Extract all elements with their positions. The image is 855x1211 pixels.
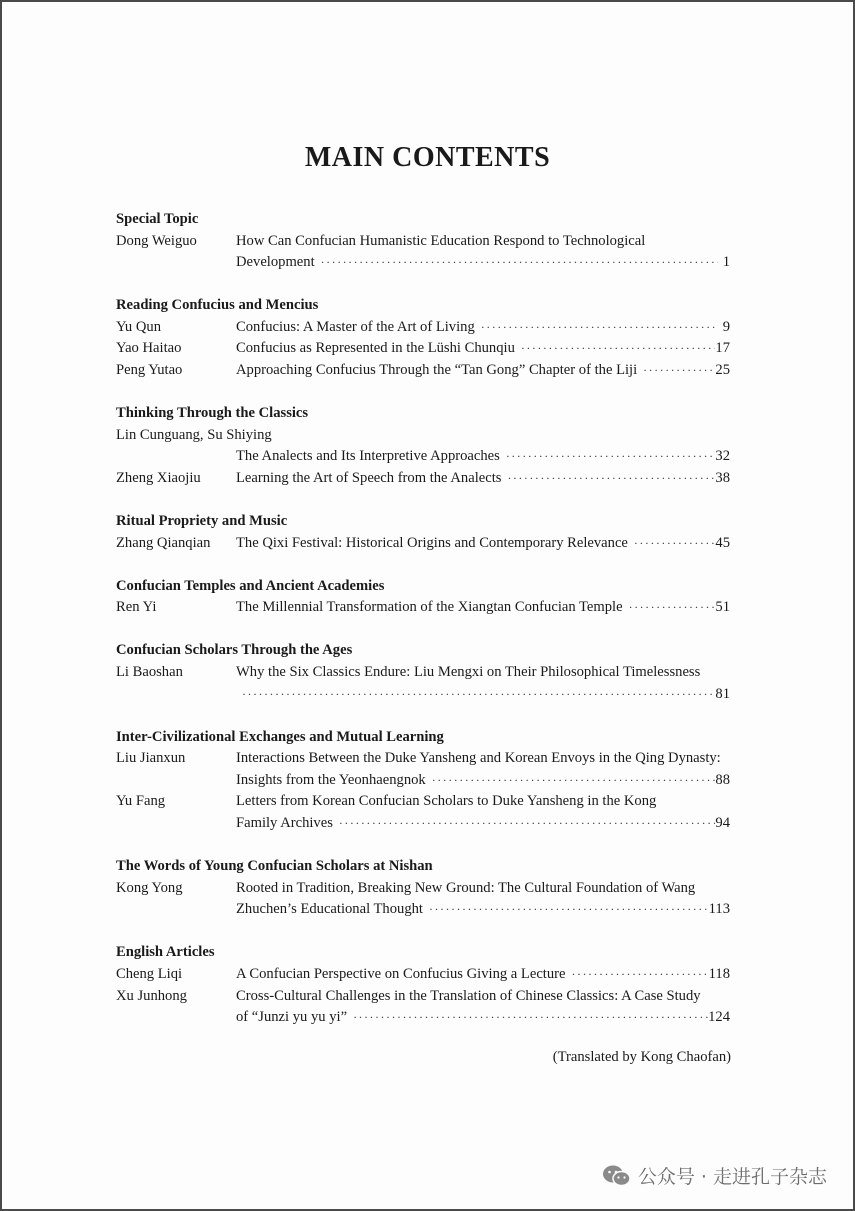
toc-section <box>116 727 730 835</box>
leader-dots <box>236 684 715 706</box>
entry-title: How Can Confucian Humanistic Education Respond to Technological <box>236 232 646 249</box>
leader-dots <box>623 597 716 619</box>
entry-page-number: 25 <box>715 362 730 379</box>
entry-title: Confucius as Represented in the Lüshi Chunqiu <box>236 340 515 357</box>
entry-title-continued: Insights from the Yeonhaengnok <box>236 771 426 788</box>
entry-title: A Confucian Perspective on Confucius Giving a Lecture <box>236 966 566 983</box>
entry-author: Lin Cunguang, Su Shiying <box>116 426 272 443</box>
toc-section <box>116 856 730 921</box>
entry-title: Interactions Between the Duke Yansheng and Korean Envoys in the Qing Dynasty: <box>236 750 721 767</box>
leader-dots <box>566 964 709 986</box>
entry-author: Zheng Xiaojiu <box>116 469 201 486</box>
toc-entry <box>116 748 730 770</box>
toc-entry-continuation <box>116 1007 730 1029</box>
leader-dots <box>426 770 716 792</box>
page-title: MAIN CONTENTS <box>304 142 551 173</box>
toc-entry-continuation <box>116 813 730 835</box>
leader-dots <box>475 317 718 339</box>
section-heading: English Articles <box>116 944 215 961</box>
entry-page-number: 81 <box>715 685 730 702</box>
entry-title-continued: Zhuchen’s Educational Thought <box>236 901 423 918</box>
entry-title: Rooted in Tradition, Breaking New Ground: The Cultural Foundation of Wang <box>236 879 696 896</box>
toc-entry <box>116 597 730 619</box>
entry-page-number: 17 <box>715 340 730 357</box>
toc-entry <box>116 791 730 813</box>
table-of-contents <box>116 209 730 1050</box>
toc-entry <box>116 964 730 986</box>
toc-entry-continuation <box>116 252 730 274</box>
toc-entry <box>116 662 730 684</box>
toc-entry-continuation <box>116 899 730 921</box>
entry-title-continued: Development <box>236 254 315 271</box>
entry-author: Yao Haitao <box>116 340 182 357</box>
entry-author: Cheng Liqi <box>116 966 183 983</box>
toc-section <box>116 403 730 489</box>
leader-dots <box>637 360 715 382</box>
toc-entry <box>116 338 730 360</box>
leader-dots <box>501 468 715 490</box>
entry-title: The Millennial Transformation of the Xiangtan Confucian Temple <box>236 599 623 616</box>
entry-title: Learning the Art of Speech from the Analects <box>236 469 502 486</box>
entry-title-continued: Family Archives <box>236 815 333 832</box>
watermark <box>602 1162 827 1189</box>
entry-page-number: 32 <box>715 448 730 465</box>
entry-page-number: 9 <box>722 318 730 335</box>
toc-section <box>116 511 730 554</box>
entry-author: Yu Fang <box>116 793 166 810</box>
entry-author: Ren Yi <box>116 599 157 616</box>
toc-entry <box>116 468 730 490</box>
toc-entry <box>116 986 730 1008</box>
entry-page-number: 51 <box>715 599 730 616</box>
toc-entry <box>116 533 730 555</box>
entry-title: Confucius: A Master of the Art of Living <box>236 318 475 335</box>
watermark-text: 公众号 · 走进孔子杂志 <box>637 1166 827 1188</box>
section-heading: Inter-Civilizational Exchanges and Mutual Learning <box>116 728 444 745</box>
entry-page-number: 118 <box>708 966 730 983</box>
toc-entry <box>116 317 730 339</box>
entry-title-continued: of “Junzi yu yu yi” <box>236 1009 348 1026</box>
entry-author: Dong Weiguo <box>116 232 197 249</box>
entry-author: Xu Junhong <box>116 987 187 1004</box>
entry-author: Liu Jianxun <box>116 750 186 767</box>
entry-page-number: 113 <box>708 901 730 918</box>
entry-page-number: 88 <box>715 771 730 788</box>
entry-author: Peng Yutao <box>116 362 183 379</box>
toc-section <box>116 295 730 381</box>
section-heading: Reading Confucius and Mencius <box>116 297 319 314</box>
translator-credit: (Translated by Kong Chaofan) <box>552 1049 731 1065</box>
entry-page-number: 38 <box>715 469 730 486</box>
toc-entry <box>116 878 730 900</box>
entry-author: Yu Qun <box>116 318 161 335</box>
entry-title-continued: The Analects and Its Interpretive Approaches <box>236 448 500 465</box>
section-heading: The Words of Young Confucian Scholars at Nishan <box>116 858 433 875</box>
section-heading: Special Topic <box>116 211 199 227</box>
entry-page-number: 45 <box>715 534 730 551</box>
leader-dots <box>423 899 709 921</box>
entry-author: Zhang Qianqian <box>116 534 211 551</box>
toc-section <box>116 942 730 1028</box>
toc-section <box>116 576 730 619</box>
wechat-icon <box>602 1164 632 1188</box>
leader-dots <box>333 813 716 835</box>
toc-section <box>116 209 730 274</box>
leader-dots <box>628 533 715 555</box>
leader-dots <box>515 338 716 360</box>
toc-section <box>116 640 730 705</box>
leader-dots <box>315 252 718 274</box>
leader-dots <box>347 1007 708 1029</box>
toc-entry <box>116 360 730 382</box>
toc-entry-continuation <box>116 770 730 792</box>
entry-page-number: 124 <box>708 1009 730 1026</box>
entry-page-number: 94 <box>715 815 730 832</box>
entry-title: Letters from Korean Confucian Scholars to Duke Yansheng in the Kong <box>236 793 657 810</box>
section-heading: Thinking Through the Classics <box>116 405 309 422</box>
toc-entry-continuation <box>116 446 730 468</box>
section-heading: Confucian Scholars Through the Ages <box>116 642 353 659</box>
entry-author: Kong Yong <box>116 879 183 896</box>
section-heading: Ritual Propriety and Music <box>116 513 288 530</box>
toc-entry-continuation <box>116 684 730 706</box>
entry-title: The Qixi Festival: Historical Origins and Contemporary Relevance <box>236 534 628 551</box>
toc-entry <box>116 425 730 447</box>
entry-title: Approaching Confucius Through the “Tan Gong” Chapter of the Liji <box>236 362 638 379</box>
entry-author: Li Baoshan <box>116 664 183 680</box>
entry-page-number: 1 <box>722 254 730 271</box>
entry-title: Why the Six Classics Endure: Liu Mengxi on Their Philosophical Timelessness <box>236 664 701 680</box>
leader-dots <box>500 446 716 468</box>
toc-entry <box>116 231 730 253</box>
entry-title: Cross-Cultural Challenges in the Translation of Chinese Classics: A Case Study <box>236 987 701 1004</box>
section-heading: Confucian Temples and Ancient Academies <box>116 577 385 594</box>
